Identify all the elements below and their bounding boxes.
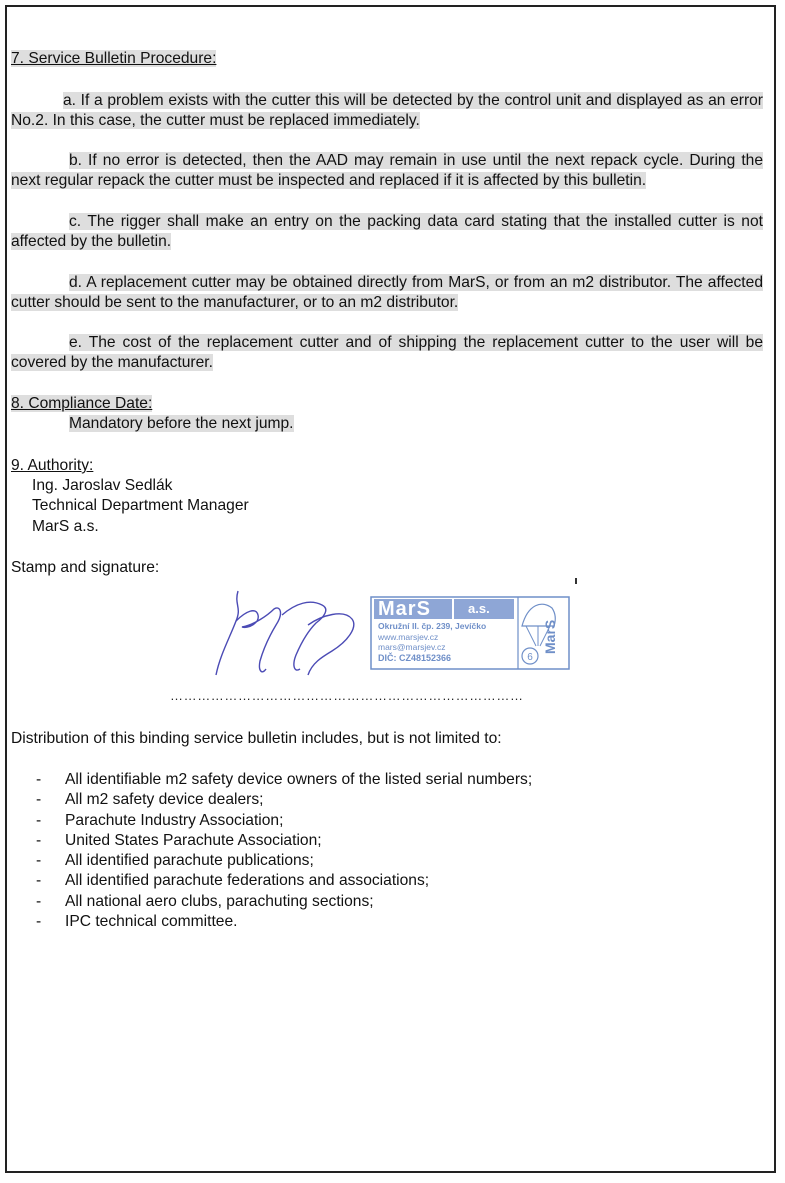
stamp-side-logo: MarS xyxy=(542,619,558,654)
stamp-address: Okružní II. čp. 239, Jevíčko xyxy=(378,621,487,631)
list-item: - All identified parachute federations and associations; xyxy=(36,872,430,890)
authority-company: MarS a.s. xyxy=(32,518,99,535)
section-9-heading: 9. Authority: xyxy=(11,457,94,474)
stamp-logo: MarS xyxy=(378,598,431,620)
list-item: - IPC technical committee. xyxy=(36,913,238,931)
authority-title: Technical Department Manager xyxy=(32,497,249,514)
list-item: - All identifiable m2 safety device owners of the listed serial numbers; xyxy=(36,771,533,788)
signature-line: …………………………………………………………………… xyxy=(170,688,524,703)
handwritten-signature xyxy=(212,585,362,680)
list-item: - All m2 safety device dealers; xyxy=(36,791,264,809)
procedure-c: c. The rigger shall make an entry on the packing data card stating that the installed cutter is not affected by the bulletin. xyxy=(11,213,763,250)
stamp-email: mars@marsjev.cz xyxy=(378,642,446,652)
section-8-heading: 8. Compliance Date: xyxy=(11,395,153,412)
stamp-web: www.marsjev.cz xyxy=(378,632,439,642)
svg-text:6: 6 xyxy=(527,652,533,663)
procedure-e: e. The cost of the replacement cutter and of shipping the replacement cutter to the user will be covered by the manufacturer. xyxy=(11,334,763,371)
company-stamp xyxy=(370,596,570,670)
list-item: - United States Parachute Association; xyxy=(36,831,322,849)
list-item: - Parachute Industry Association; xyxy=(36,811,284,829)
authority-name: Ing. Jaroslav Sedlák xyxy=(32,477,173,494)
list-item: - All identified parachute publications; xyxy=(36,852,314,870)
procedure-b: b. If no error is detected, then the AAD may remain in use until the next repack cycle. During the next regular repack the cutter must be inspected and replaced if it is affected by this bulletin. xyxy=(11,152,763,189)
stamp-suffix: a.s. xyxy=(468,601,490,616)
procedure-d: d. A replacement cutter may be obtained directly from MarS, or from an m2 distributor. The affected cutter should be sent to the manufacturer, or to an m2 distributor. xyxy=(11,274,763,311)
list-item: - All national aero clubs, parachuting sections; xyxy=(36,892,374,910)
procedure-a: a. If a problem exists with the cutter this will be detected by the control unit and displayed as an error No.2. In this case, the cutter must be replaced immediately. xyxy=(11,92,763,129)
compliance-text: Mandatory before the next jump. xyxy=(69,415,294,432)
distribution-intro: Distribution of this binding service bulletin includes, but is not limited to: xyxy=(11,730,502,747)
stamp-dic: DIČ: CZ48152366 xyxy=(378,653,452,663)
distribution-list xyxy=(36,770,532,932)
section-7-heading: 7. Service Bulletin Procedure: xyxy=(11,50,217,67)
ink-speck xyxy=(575,578,577,584)
stamp-label: Stamp and signature: xyxy=(11,559,160,576)
